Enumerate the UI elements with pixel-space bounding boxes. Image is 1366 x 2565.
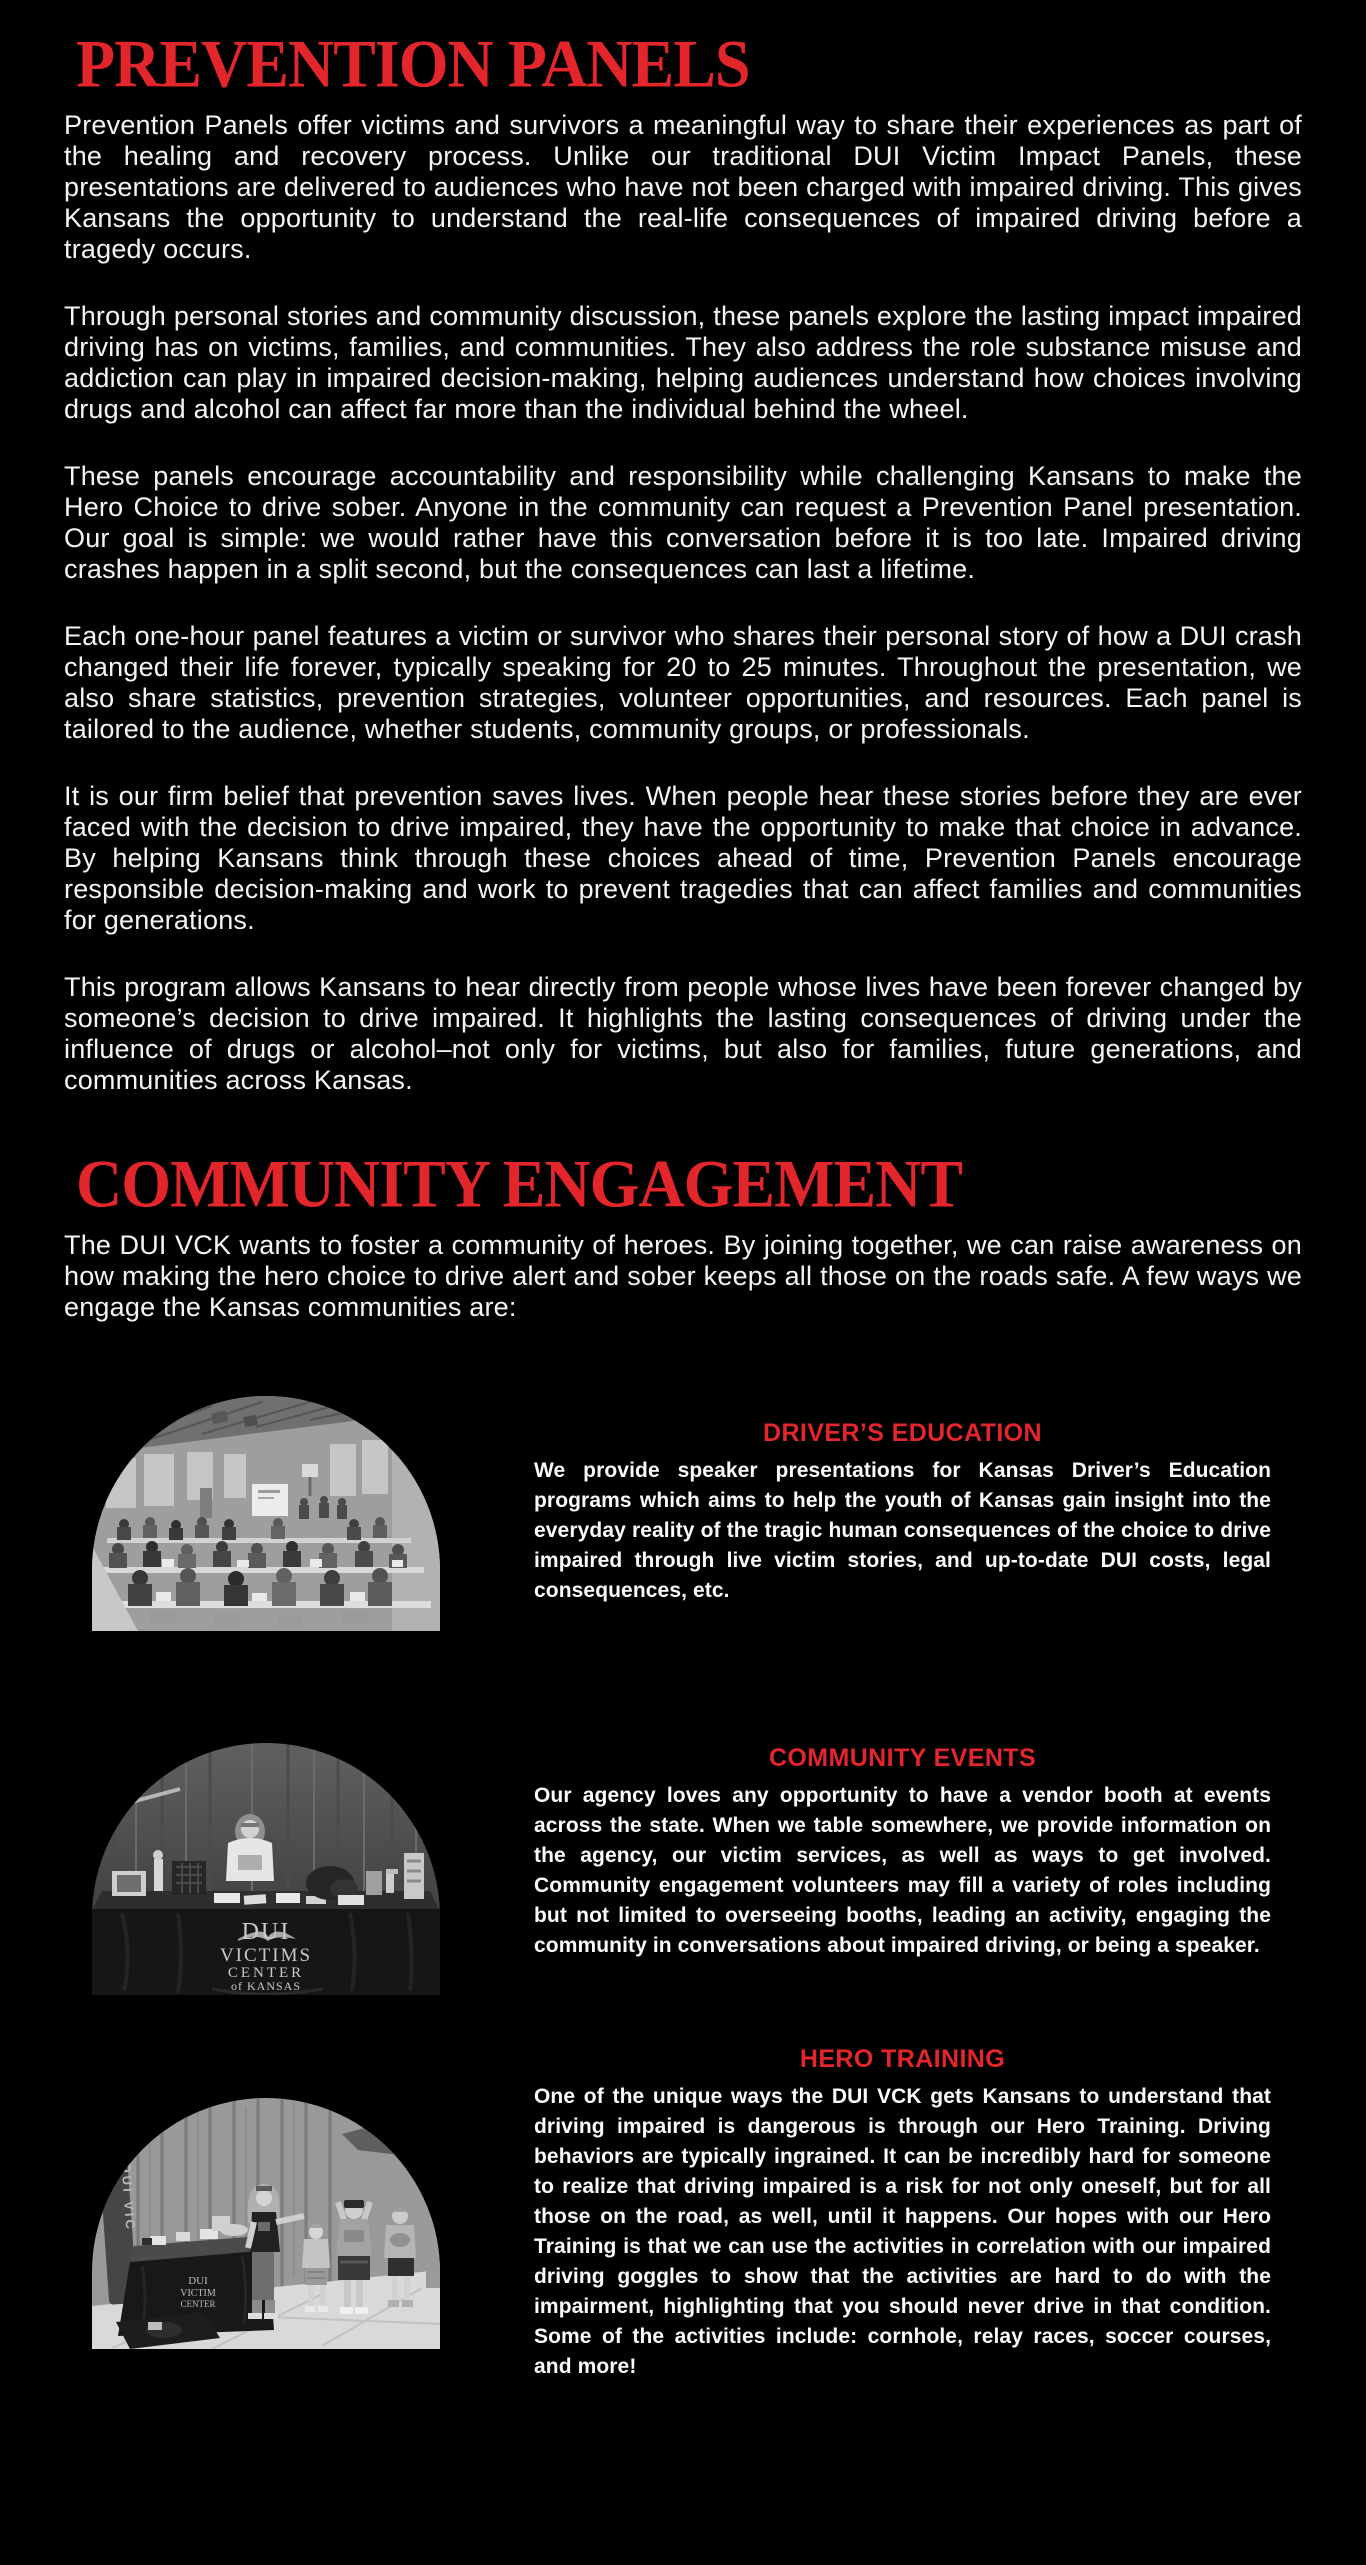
booth-photo-illustration [92,1743,440,1995]
svg-text:of KANSAS: of KANSAS [230,1979,302,1993]
community-intro: The DUI VCK wants to foster a community of heroes. By joining together, we can raise awareness on how making the hero choice to drive alert and sober keeps all those on the roads safe. A few ways we engage the Kansas communities are: [64,1230,1302,1322]
prevention-paragraph-6: This program allows Kansans to hear directly from people whose lives have been forever changed by someone’s decision to drive impaired. It highlights the lasting consequences of driving under the influence of drugs or alcohol–not only for victims, but also for families, future generations, and communities across Kansas. [64,972,1302,1095]
page [0,25,1366,2382]
prevention-paragraph-1: Prevention Panels offer victims and survivors a meaningful way to share their experiences as part of the healing and recovery process. Unlike our traditional DUI Victim Impact Panels, these presentations are delivered to audiences who have not been charged with impaired driving. This gives Kansans the opportunity to understand the real-life consequences of impaired driving before a tragedy occurs. [64,110,1302,264]
hero-training-heading: HERO TRAINING [799,2045,1006,2073]
prevention-paragraph-2: Through personal stories and community discussion, these panels explore the lasting impact impaired driving has on victims, families, and communities. They also address the role substance misuse and addiction can play in impaired decision-making, helping audiences understand how choices involving drugs and alcohol can affect far more than the individual behind the wheel. [64,301,1302,424]
prevention-paragraph-3: These panels encourage accountability and responsibility while challenging Kansans to make the Hero Choice to drive sober. Anyone in the community can request a Prevention Panel presentation. Our goal is simple: we would rather have this conversation before it is too late. Impaired driving crashes happen in a split second, but the consequences can last a lifetime. [64,461,1302,584]
prevention-paragraph-4: Each one-hour panel features a victim or survivor who shares their personal story of how a DUI crash changed their life forever, typically speaking for 20 to 25 minutes. Throughout the presentation, we also share statistics, prevention strategies, volunteer opportunities, and resources. Each panel is tailored to the audience, whether students, community groups, or professionals. [64,621,1302,744]
svg-text:CENTER: CENTER [180,2299,216,2309]
us-flag [384,1424,410,1442]
section-community-events [92,1743,1302,1995]
drivers-education-body: We provide speaker presentations for Kansas Driver’s Education programs which aims to help the youth of Kansas gain insight into the everyday reality of the tragic human consequences of the choice to drive impaired through live victim stories, and up-to-date DUI costs, legal consequences, etc. [534,1459,1271,1602]
prevention-paragraph-5: It is our firm belief that prevention saves lives. When people hear these stories before they are ever faced with the decision to drive impaired, they have the opportunity to make that choice in advance. By helping Kansans think through these choices ahead of time, Prevention Panels encourage responsible decision-making and work to prevent tragedies that can affect families and communities for generations. [64,781,1302,935]
hero-training-photo-illustration [92,2098,440,2349]
community-intro-wrap [64,1230,1302,1323]
svg-text:VICTIM: VICTIM [180,2288,216,2299]
community-engagement-title: COMMUNITY ENGAGEMENT [76,1145,963,1222]
hero-training-body: One of the unique ways the DUI VCK gets Kansans to understand that driving impaired is dangerous is through our Hero Training. Driving behaviors are typically ingrained. It can be incredibly hard for someone to realize that driving impaired is a risk for not only oneself, but for all those on the road, as well, until it happens. Our hopes with our Hero Training is that we can use the activities in correlation with our impaired driving goggles to show that the activities are hard to do with the impairment, highlighting that you should never drive in that condition. Some of the activities include: cornhole, relay races, soccer courses, and more! [534,2085,1271,2378]
classroom-presentation-photo [92,1396,440,1631]
community-events-heading: COMMUNITY EVENTS [768,1744,1037,1772]
hero-training-text [534,2044,1271,2382]
prevention-paragraphs [64,110,1302,1096]
drivers-education-heading: DRIVER’S EDUCATION [763,1419,1042,1447]
classroom-photo-illustration [92,1396,440,1631]
drivers-education-text [534,1396,1271,1606]
svg-text:DUI: DUI [241,1919,291,1945]
section-drivers-education [92,1396,1302,1631]
svg-text:DUI VIC: DUI VIC [118,2162,139,2233]
hero-training-activity-photo [92,2098,440,2349]
svg-text:DUI: DUI [188,2275,208,2287]
section-hero-training [92,2044,1302,2382]
community-events-text [534,1743,1271,1961]
svg-text:CENTER: CENTER [227,1965,305,1981]
prevention-panels-title: PREVENTION PANELS [76,25,750,102]
svg-text:VICTIMS: VICTIMS [219,1945,313,1966]
vendor-booth-photo [92,1743,440,1995]
community-events-body: Our agency loves any opportunity to have a vendor booth at events across the state. When we table somewhere, we provide information on the agency, our victim services, as well as ways to get involved. Community engagement volunteers may fill a variety of roles including but not limited to overseeing booths, leading an activity, engaging the community in conversations about impaired driving, or being a speaker. [534,1784,1271,1957]
